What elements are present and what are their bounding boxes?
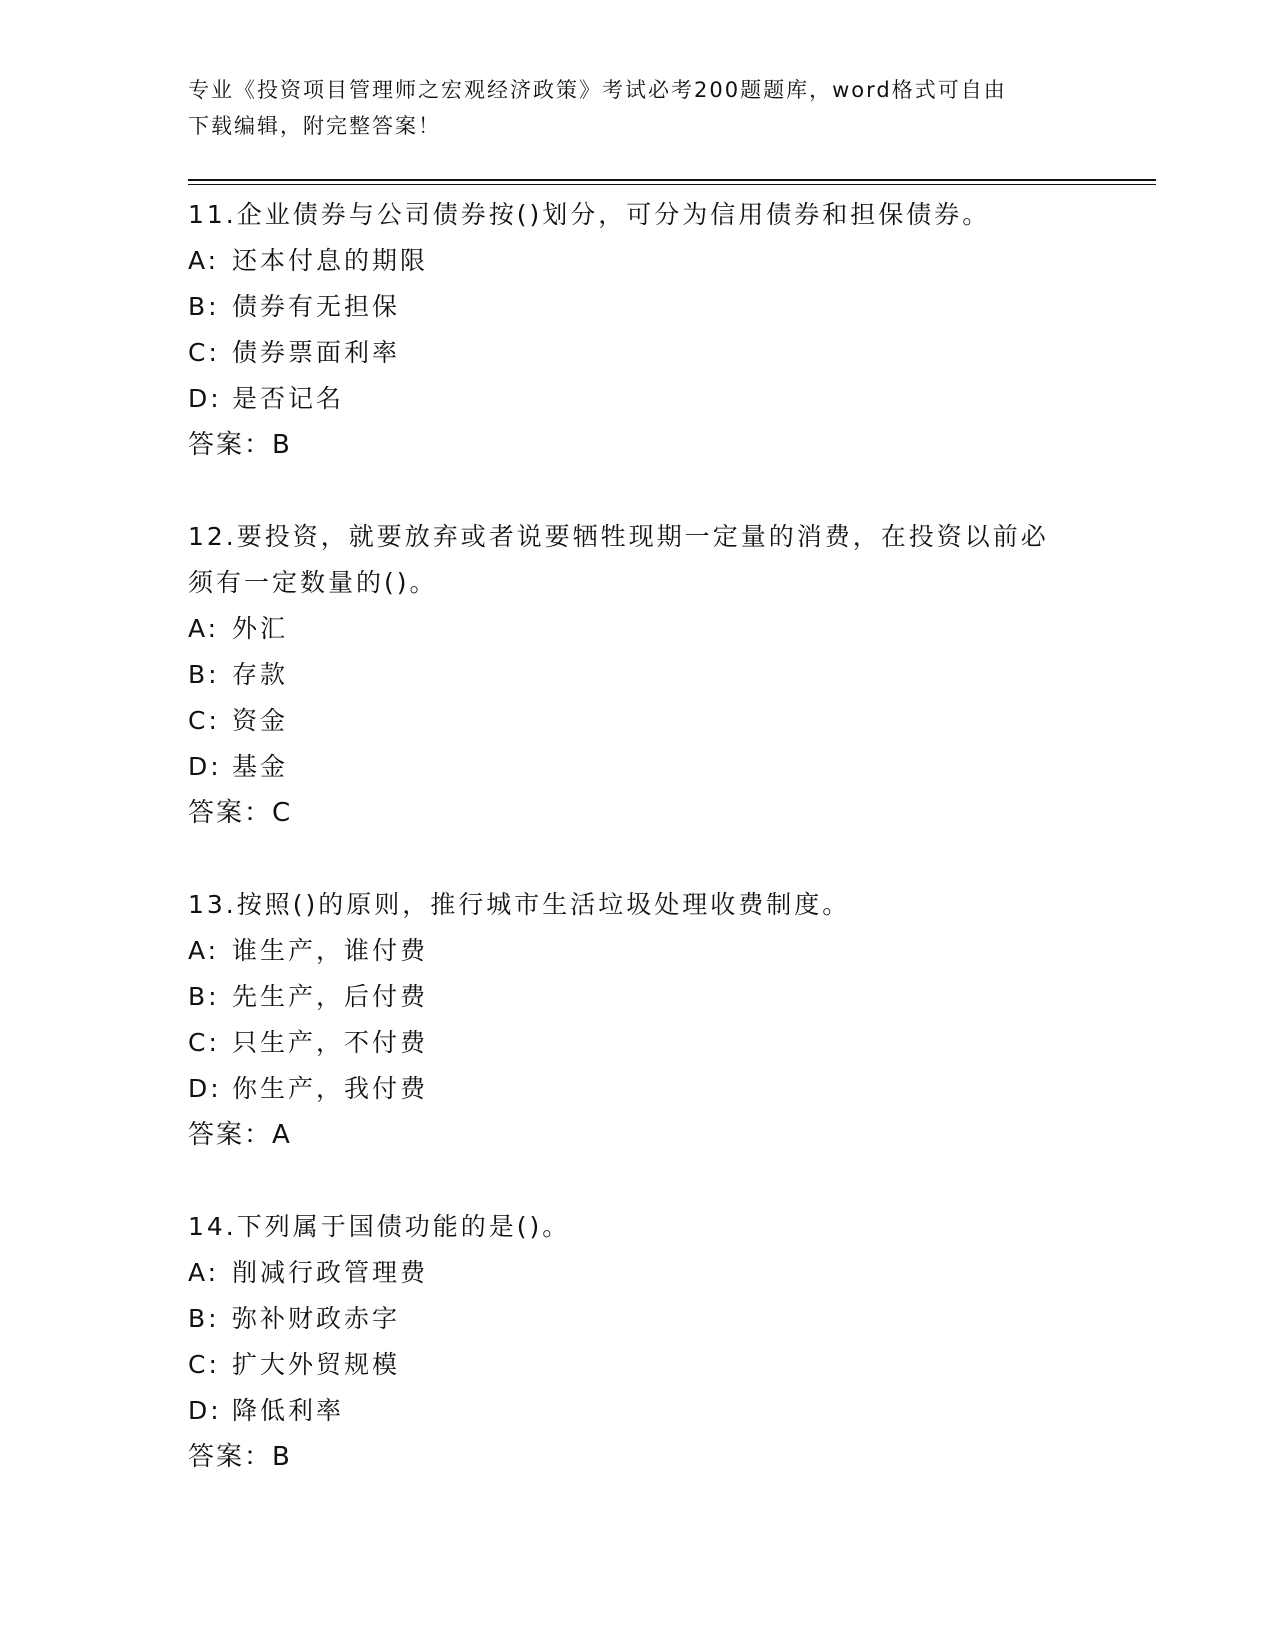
option-b — [188, 652, 1148, 698]
question-stem-line: 13.按照()的原则，推行城市生活垃圾处理收费制度。 — [188, 890, 851, 919]
option-key: D: — [188, 384, 222, 413]
question-stem-line: 14.下列属于国债功能的是()。 — [188, 1212, 571, 1241]
question-stem — [188, 192, 1148, 238]
question-item — [188, 514, 1148, 836]
option-key: C: — [188, 338, 220, 367]
answer-line: 答案：B — [188, 1442, 292, 1472]
header-line-1: 专业《投资项目管理师之宏观经济政策》考试必考200题题库，word格式可自由 — [188, 78, 1007, 102]
option-text: 弥补财政赤字 — [232, 1304, 401, 1333]
question-stem — [188, 1204, 1148, 1250]
option-b — [188, 1296, 1148, 1342]
question-item — [188, 882, 1148, 1158]
option-d — [188, 744, 1148, 790]
question-stem-line: 12.要投资，就要放弃或者说要牺牲现期一定量的消费，在投资以前必 — [188, 522, 1049, 551]
question-stem-line: 11.企业债券与公司债券按()划分，可分为信用债券和担保债券。 — [188, 200, 991, 229]
option-c — [188, 330, 1148, 376]
option-key: B: — [188, 982, 220, 1011]
option-text: 是否记名 — [232, 384, 345, 413]
option-key: A: — [188, 614, 220, 643]
option-key: A: — [188, 246, 220, 275]
answer-line: 答案：B — [188, 430, 292, 460]
option-text: 谁生产，谁付费 — [232, 936, 429, 965]
question-stem — [188, 882, 1148, 928]
document-header — [188, 72, 1088, 144]
header-rule-thin — [188, 184, 1156, 185]
option-key: D: — [188, 752, 222, 781]
answer-line: 答案：A — [188, 1120, 292, 1150]
option-a — [188, 1250, 1148, 1296]
option-c — [188, 1020, 1148, 1066]
option-key: A: — [188, 1258, 220, 1287]
option-key: B: — [188, 292, 220, 321]
option-text: 削减行政管理费 — [232, 1258, 429, 1287]
option-key: C: — [188, 1028, 220, 1057]
option-key: C: — [188, 706, 220, 735]
header-line-2: 下载编辑，附完整答案！ — [188, 114, 441, 138]
option-text: 降低利率 — [232, 1396, 345, 1425]
option-text: 债券票面利率 — [232, 338, 401, 367]
option-text: 还本付息的期限 — [232, 246, 429, 275]
option-text: 先生产，后付费 — [232, 982, 429, 1011]
option-b — [188, 284, 1148, 330]
option-text: 扩大外贸规模 — [232, 1350, 401, 1379]
question-item — [188, 192, 1148, 468]
option-key: A: — [188, 936, 220, 965]
question-stem-line: 须有一定数量的()。 — [188, 568, 438, 597]
option-text: 只生产，不付费 — [232, 1028, 429, 1057]
option-text: 存款 — [232, 660, 289, 689]
option-key: D: — [188, 1396, 222, 1425]
option-a — [188, 238, 1148, 284]
option-d — [188, 376, 1148, 422]
option-b — [188, 974, 1148, 1020]
option-key: C: — [188, 1350, 220, 1379]
answer-line: 答案：C — [188, 798, 293, 828]
option-text: 资金 — [232, 706, 289, 735]
option-d — [188, 1066, 1148, 1112]
question-list — [188, 192, 1148, 1526]
option-text: 你生产，我付费 — [232, 1074, 429, 1103]
option-c — [188, 1342, 1148, 1388]
option-text: 基金 — [232, 752, 289, 781]
question-item — [188, 1204, 1148, 1480]
question-stem — [188, 514, 1148, 606]
option-d — [188, 1388, 1148, 1434]
header-rule-thick — [188, 179, 1156, 181]
option-text: 外汇 — [232, 614, 289, 643]
option-key: B: — [188, 1304, 220, 1333]
option-key: D: — [188, 1074, 222, 1103]
option-a — [188, 606, 1148, 652]
option-a — [188, 928, 1148, 974]
option-text: 债券有无担保 — [232, 292, 401, 321]
option-key: B: — [188, 660, 220, 689]
option-c — [188, 698, 1148, 744]
